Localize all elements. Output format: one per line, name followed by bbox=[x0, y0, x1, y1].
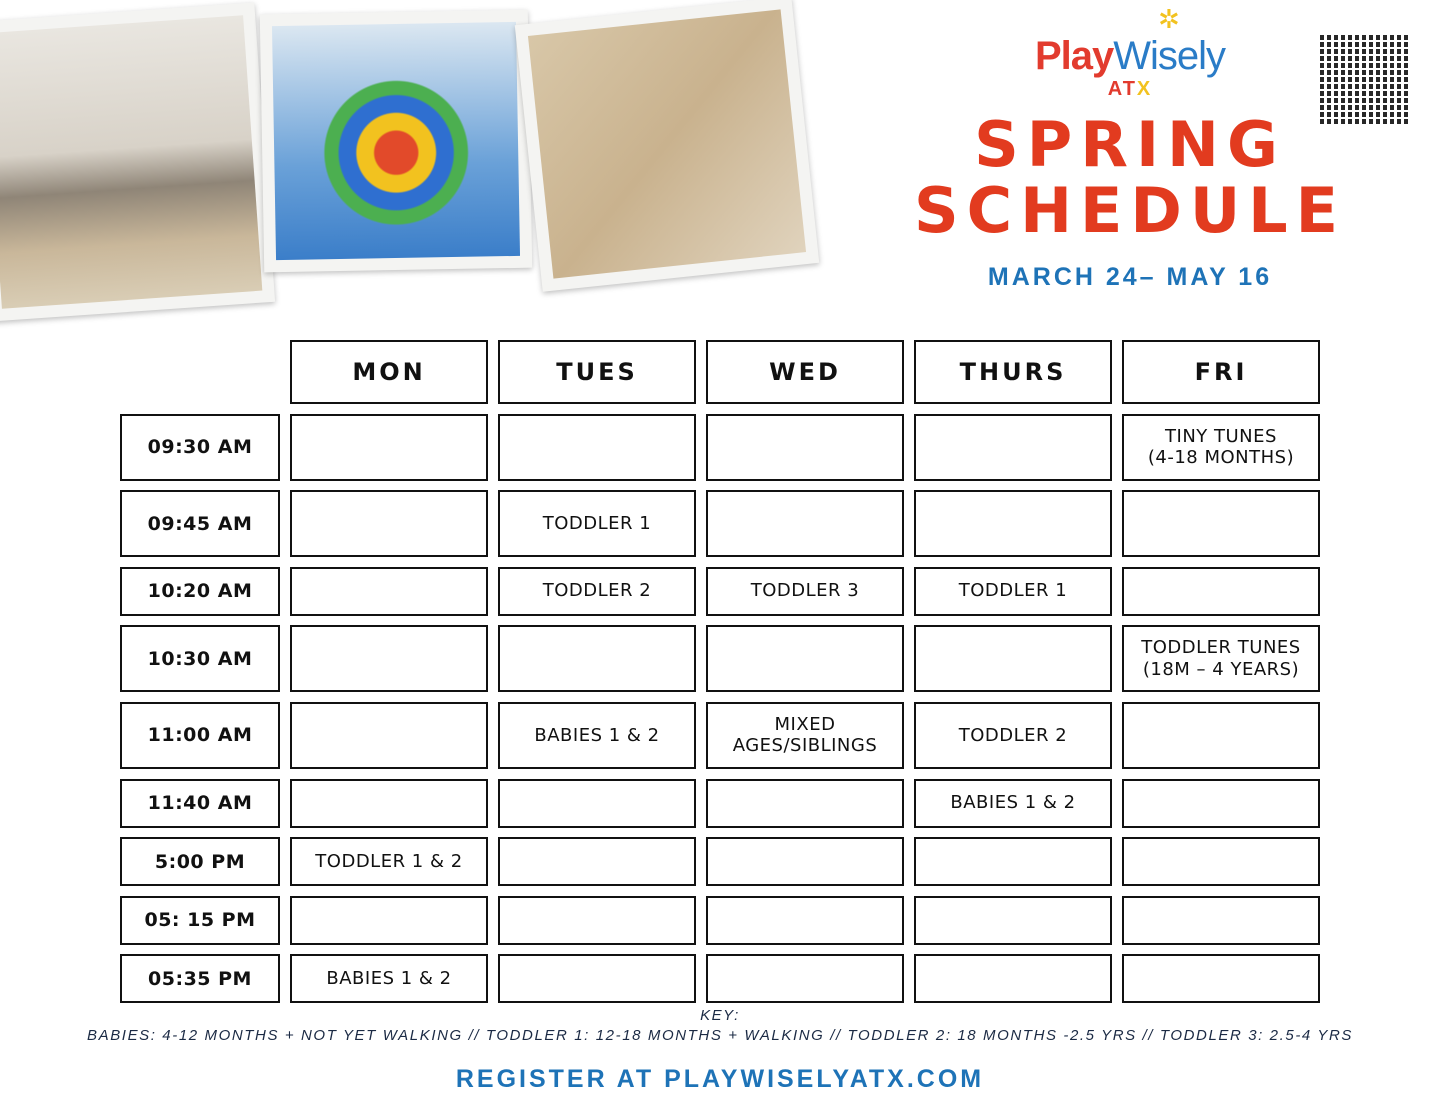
class-cell: MIXED AGES/SIBLINGS bbox=[706, 702, 904, 769]
qr-code[interactable] bbox=[1320, 34, 1410, 124]
class-cell bbox=[498, 625, 696, 692]
class-cell bbox=[290, 625, 488, 692]
class-cell bbox=[498, 896, 696, 945]
photo-class-circle bbox=[0, 2, 275, 321]
key-label: KEY: bbox=[700, 1007, 740, 1024]
logo-at: AT bbox=[1107, 78, 1137, 100]
class-cell bbox=[498, 954, 696, 1003]
class-cell bbox=[706, 837, 904, 886]
photo-child-cards bbox=[515, 0, 819, 292]
title-schedule: SCHEDULE bbox=[913, 174, 1347, 247]
class-cell bbox=[914, 837, 1112, 886]
day-header-thurs: THURS bbox=[914, 340, 1112, 404]
logo-atx bbox=[1020, 78, 1240, 100]
class-cell bbox=[1122, 490, 1320, 557]
key-text: BABIES: 4-12 MONTHS + NOT YET WALKING // TODDLER 1: 12-18 MONTHS + WALKING // TODDLER 2: 18 MONTHS -2.5 YRS // TODDLER 3: 2.5-4 YRS bbox=[86, 1027, 1354, 1044]
class-cell bbox=[914, 896, 1112, 945]
logo-play: Play bbox=[1034, 34, 1114, 78]
class-cell: TINY TUNES (4-18 MONTHS) bbox=[1122, 414, 1320, 481]
class-cell: TODDLER 1 bbox=[498, 490, 696, 557]
class-cell bbox=[706, 625, 904, 692]
class-cell bbox=[706, 896, 904, 945]
day-header-fri: FRI bbox=[1122, 340, 1320, 404]
playwisely-logo bbox=[1020, 6, 1240, 106]
logo-x: X bbox=[1136, 78, 1153, 100]
class-cell bbox=[498, 837, 696, 886]
time-cell: 10:20 AM bbox=[120, 567, 280, 616]
class-cell: TODDLER 2 bbox=[914, 702, 1112, 769]
time-cell: 10:30 AM bbox=[120, 625, 280, 692]
class-cell bbox=[290, 490, 488, 557]
class-cell: TODDLER TUNES (18M – 4 YEARS) bbox=[1122, 625, 1320, 692]
class-cell: TODDLER 3 bbox=[706, 567, 904, 616]
date-range: MARCH 24– MAY 16 bbox=[987, 263, 1273, 291]
time-cell: 09:45 AM bbox=[120, 490, 280, 557]
class-cell bbox=[706, 954, 904, 1003]
logo-wisely: Wisely bbox=[1113, 34, 1226, 78]
schedule-table bbox=[120, 340, 1320, 1003]
class-cell: BABIES 1 & 2 bbox=[290, 954, 488, 1003]
class-cell: TODDLER 2 bbox=[498, 567, 696, 616]
time-cell: 05: 15 PM bbox=[120, 896, 280, 945]
class-cell bbox=[914, 625, 1112, 692]
class-cell bbox=[914, 490, 1112, 557]
class-cell bbox=[1122, 896, 1320, 945]
class-cell bbox=[290, 896, 488, 945]
corner-blank bbox=[120, 340, 280, 404]
class-cell bbox=[290, 779, 488, 828]
photo-toy-ball bbox=[260, 10, 532, 273]
day-header-mon: MON bbox=[290, 340, 488, 404]
class-cell bbox=[1122, 837, 1320, 886]
class-cell bbox=[290, 414, 488, 481]
class-cell bbox=[1122, 779, 1320, 828]
time-cell: 09:30 AM bbox=[120, 414, 280, 481]
class-cell bbox=[706, 779, 904, 828]
class-cell bbox=[1122, 567, 1320, 616]
time-cell: 05:35 PM bbox=[120, 954, 280, 1003]
time-cell: 11:40 AM bbox=[120, 779, 280, 828]
class-cell bbox=[290, 702, 488, 769]
day-header-wed: WED bbox=[706, 340, 904, 404]
logo-star-icon: ✲ bbox=[1158, 5, 1180, 35]
day-header-tues: TUES bbox=[498, 340, 696, 404]
class-cell bbox=[706, 490, 904, 557]
class-cell: TODDLER 1 bbox=[914, 567, 1112, 616]
class-cell bbox=[914, 414, 1112, 481]
class-cell bbox=[498, 779, 696, 828]
class-cell bbox=[706, 414, 904, 481]
class-cell: TODDLER 1 & 2 bbox=[290, 837, 488, 886]
register-link[interactable]: REGISTER AT PLAYWISELYATX.COM bbox=[455, 1065, 985, 1093]
time-cell: 11:00 AM bbox=[120, 702, 280, 769]
class-cell bbox=[1122, 954, 1320, 1003]
logo-wordmark bbox=[1020, 34, 1240, 78]
class-cell: BABIES 1 & 2 bbox=[914, 779, 1112, 828]
class-cell bbox=[914, 954, 1112, 1003]
class-cell bbox=[290, 567, 488, 616]
title-spring: SPRING bbox=[974, 108, 1286, 181]
class-cell bbox=[498, 414, 696, 481]
class-cell: BABIES 1 & 2 bbox=[498, 702, 696, 769]
class-cell bbox=[1122, 702, 1320, 769]
time-cell: 5:00 PM bbox=[120, 837, 280, 886]
